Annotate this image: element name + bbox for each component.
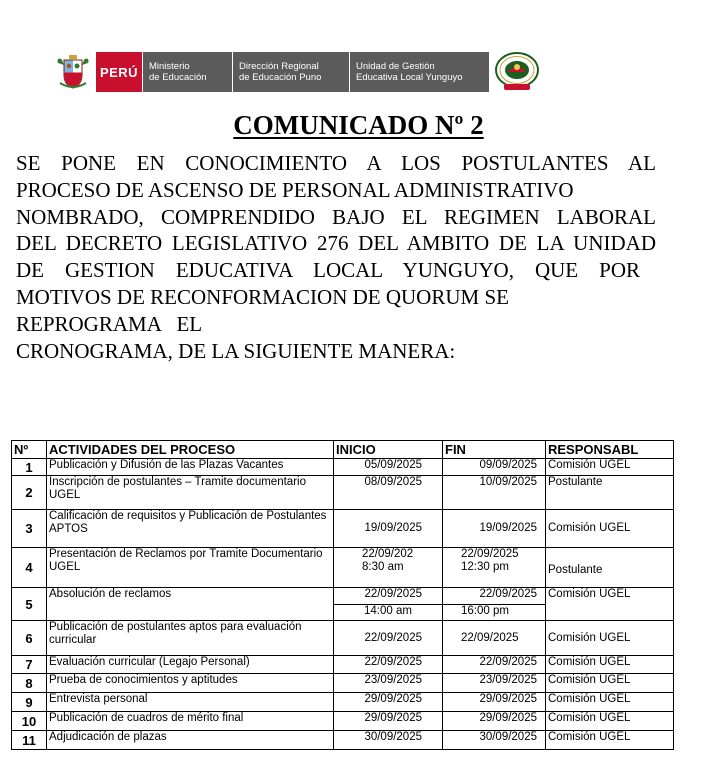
- row-activity: Presentación de Reclamos por Tramite Documentario UGEL: [47, 548, 334, 588]
- row-num: 5: [12, 588, 47, 621]
- row-fin: 09/09/2025: [443, 459, 546, 476]
- row-num: 2: [12, 476, 47, 510]
- row-inicio: 19/09/2025: [334, 510, 443, 548]
- row-inicio-time: 14:00 am: [334, 605, 443, 621]
- table-row: [12, 459, 674, 476]
- row-responsable: Comisión UGEL: [546, 731, 674, 750]
- row-inicio: 22/09/2025: [334, 656, 443, 674]
- row-activity: Absolución de reclamos: [47, 588, 334, 621]
- body-line: PROCESO DE ASCENSO DE PERSONAL ADMINISTRATIVO: [16, 177, 574, 202]
- inicio-date: 22/09/202: [362, 548, 414, 560]
- row-fin: 29/09/2025: [443, 693, 546, 712]
- row-num: 1: [12, 459, 47, 476]
- row-fin: [443, 548, 546, 588]
- announcement-body: [16, 150, 656, 364]
- row-activity: Entrevista personal: [47, 693, 334, 712]
- row-fin: 30/09/2025: [443, 731, 546, 750]
- body-line: DEL DECRETO LEGISLATIVO 276 DEL AMBITO DE LA UNIDAD: [16, 231, 656, 256]
- row-fin-time: 16:00 pm: [443, 605, 546, 621]
- row-num: 11: [12, 731, 47, 750]
- row-activity: Prueba de conocimientos y aptitudes: [47, 674, 334, 693]
- body-line: CRONOGRAMA, DE LA SIGUIENTE MANERA:: [16, 338, 456, 363]
- table-row: [12, 548, 674, 588]
- header-logos: [54, 52, 540, 92]
- row-activity: Adjudicación de plazas: [47, 731, 334, 750]
- table-row: [12, 656, 674, 674]
- header-inicio: INICIO: [334, 441, 443, 459]
- row-num: 10: [12, 712, 47, 731]
- row-num: 8: [12, 674, 47, 693]
- fin-date: 22/09/2025: [461, 548, 519, 560]
- row-fin: 10/09/2025: [443, 476, 546, 510]
- header-num: Nº: [12, 441, 47, 459]
- row-activity: Publicación de cuadros de mérito final: [47, 712, 334, 731]
- row-inicio: [334, 548, 443, 588]
- unidad-line2: Educativa Local Yunguyo: [356, 72, 463, 83]
- table-row: [12, 693, 674, 712]
- row-activity: Inscripción de postulantes – Tramite documentario UGEL: [47, 476, 334, 510]
- ministerio-line2: de Educación: [149, 72, 207, 83]
- row-inicio: 22/09/2025: [334, 588, 443, 605]
- row-responsable: Postulante: [546, 476, 674, 510]
- row-responsable: Comisión UGEL: [546, 621, 674, 656]
- schedule-table: [11, 440, 674, 750]
- row-inicio: 29/09/2025: [334, 712, 443, 731]
- unidad-line1: Unidad de Gestión: [356, 61, 435, 72]
- table-row: [12, 588, 674, 605]
- table-row: [12, 731, 674, 750]
- row-num: 4: [12, 548, 47, 588]
- direccion-line2: de Educación Puno: [239, 72, 322, 83]
- peru-label: PERÚ: [96, 52, 142, 92]
- ministerio-line1: Ministerio: [149, 61, 190, 72]
- row-activity: Evaluación curricular (Legajo Personal): [47, 656, 334, 674]
- body-line: NOMBRADO, COMPRENDIDO BAJO EL REGIMEN LABORAL: [16, 204, 656, 229]
- row-num: 6: [12, 621, 47, 656]
- row-fin: 19/09/2025: [443, 510, 546, 548]
- body-line: SE PONE EN CONOCIMIENTO A LOS POSTULANTES AL: [16, 151, 656, 175]
- unidad-gestion-label: [349, 52, 489, 92]
- table-row: [12, 674, 674, 693]
- row-responsable: Comisión UGEL: [546, 588, 674, 621]
- table-row: [12, 621, 674, 656]
- inicio-time: 8:30 am: [362, 561, 404, 573]
- row-fin: 29/09/2025: [443, 712, 546, 731]
- row-fin: 22/09/2025: [443, 588, 546, 605]
- row-inicio: 30/09/2025: [334, 731, 443, 750]
- row-inicio: 22/09/2025: [334, 621, 443, 656]
- header-fin: FIN: [443, 441, 546, 459]
- page-title: [0, 110, 717, 141]
- row-activity: Publicación y Difusión de las Plazas Vacantes: [47, 459, 334, 476]
- row-responsable: Comisión UGEL: [546, 510, 674, 548]
- table-row: [12, 476, 674, 510]
- body-line: MOTIVOS DE RECONFORMACION DE QUORUM SE: [16, 284, 509, 309]
- row-inicio: 23/09/2025: [334, 674, 443, 693]
- row-fin: 22/09/2025: [443, 656, 546, 674]
- peru-coat-of-arms-icon: [54, 53, 92, 91]
- row-num: 9: [12, 693, 47, 712]
- body-line: DE GESTION EDUCATIVA LOCAL YUNGUYO, QUE POR: [16, 258, 640, 283]
- row-fin: 22/09/2025: [443, 621, 546, 656]
- row-inicio: 29/09/2025: [334, 693, 443, 712]
- row-responsable: Comisión UGEL: [546, 712, 674, 731]
- row-inicio: 08/09/2025: [334, 476, 443, 510]
- row-num: 7: [12, 656, 47, 674]
- ministerio-label: [142, 52, 232, 92]
- row-responsable: Postulante: [546, 548, 674, 588]
- ugel-yunguyo-seal-icon: [494, 51, 540, 93]
- header-actividades: ACTIVIDADES DEL PROCESO: [47, 441, 334, 459]
- row-fin: 23/09/2025: [443, 674, 546, 693]
- direccion-regional-label: [232, 52, 349, 92]
- body-line: REPROGRAMA EL: [16, 311, 203, 336]
- row-responsable: Comisión UGEL: [546, 459, 674, 476]
- row-responsable: Comisión UGEL: [546, 656, 674, 674]
- direccion-line1: Dirección Regional: [239, 61, 319, 72]
- row-responsable: Comisión UGEL: [546, 693, 674, 712]
- table-header-row: [12, 441, 674, 459]
- row-responsable: Comisión UGEL: [546, 674, 674, 693]
- header-responsable: RESPONSABL: [546, 441, 674, 459]
- row-num: 3: [12, 510, 47, 548]
- row-activity: Calificación de requisitos y Publicación de Postulantes APTOS: [47, 510, 334, 548]
- row-activity: Publicación de postulantes aptos para evaluación curricular: [47, 621, 334, 656]
- table-row: [12, 510, 674, 548]
- fin-time: 12:30 pm: [461, 561, 509, 573]
- table-row: [12, 712, 674, 731]
- row-inicio: 05/09/2025: [334, 459, 443, 476]
- title-text: COMUNICADO Nº 2: [233, 110, 484, 140]
